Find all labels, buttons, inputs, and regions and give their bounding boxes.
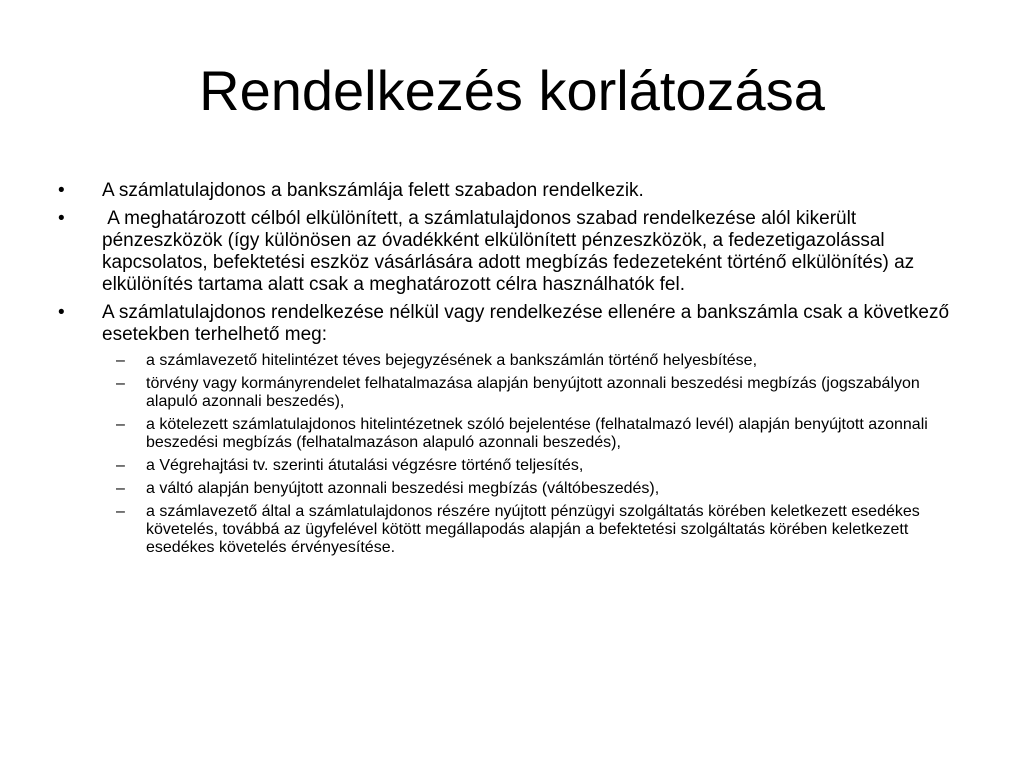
- sub-bullet-item: [58, 480, 958, 498]
- sub-bullet-text: a számlavezető hitelintézet téves bejegyzésének a bankszámlán történő helyesbítése,: [146, 352, 758, 369]
- bullet-marker: •: [58, 208, 65, 229]
- sub-bullet-item: [58, 416, 958, 452]
- bullet-text: A meghatározott célból elkülönített, a számlatulajdonos szabad rendelkezése alól kikerült pénzeszközök (így különösen az óvadékként elkülönített pénzeszközök, a fedezetigazolással kapcsolatos, befektetési eszköz vásárlására adott megbízás fedezeteként történő elkülönítés) az elkülönítés tartama alatt csak a meghatározott célra használhatók fel.: [102, 208, 920, 295]
- bullet-text: A számlatulajdonos rendelkezése nélkül vagy rendelkezése ellenére a bankszámla csak a következő esetekben terhelhető meg:: [102, 302, 950, 345]
- sub-bullet-text: a Végrehajtási tv. szerinti átutalási végzésre történő teljesítés,: [146, 457, 584, 474]
- sub-bullet-text: törvény vagy kormányrendelet felhatalmazása alapján benyújtott azonnali beszedési megbízás (jogszabályon alapuló azonnali beszedés),: [146, 375, 920, 410]
- sub-bullet-marker: –: [116, 503, 125, 520]
- bullet-item: [58, 180, 958, 202]
- sub-bullet-item: [58, 375, 958, 411]
- bullet-item: [58, 208, 958, 296]
- sub-bullet-item: [58, 352, 958, 370]
- sub-bullet-marker: –: [116, 457, 125, 474]
- sub-bullet-marker: –: [116, 375, 125, 392]
- bullet-item: [58, 302, 958, 346]
- slide-title: Rendelkezés korlátozása: [199, 59, 825, 122]
- sub-bullet-text: a váltó alapján benyújtott azonnali beszedési megbízás (váltóbeszedés),: [146, 480, 660, 497]
- bullet-marker: •: [58, 302, 65, 323]
- sub-bullet-text: a kötelezett számlatulajdonos hitelintézetnek szóló bejelentése (felhatalmazó levél) alapján benyújtott azonnali beszedési megbízás (felhatalmazáson alapuló azonnali beszedés),: [146, 416, 928, 451]
- sub-bullet-item: [58, 503, 958, 557]
- sub-bullet-text: a számlavezető által a számlatulajdonos részére nyújtott pénzügyi szolgáltatás körében keletkezett esedékes követelés, továbbá az ügyfelével kötött megállapodás alapján a befektetési szolgáltatás körében keletkezett esedékes követelés érvényesítése.: [146, 503, 920, 556]
- bullet-marker: •: [58, 180, 65, 201]
- bullet-text: A számlatulajdonos a bankszámlája felett szabadon rendelkezik.: [102, 180, 644, 201]
- slide-body: [58, 180, 958, 562]
- sub-bullet-item: [58, 457, 958, 475]
- sub-bullet-marker: –: [116, 416, 125, 433]
- sub-bullet-marker: –: [116, 352, 125, 369]
- sub-bullet-marker: –: [116, 480, 125, 497]
